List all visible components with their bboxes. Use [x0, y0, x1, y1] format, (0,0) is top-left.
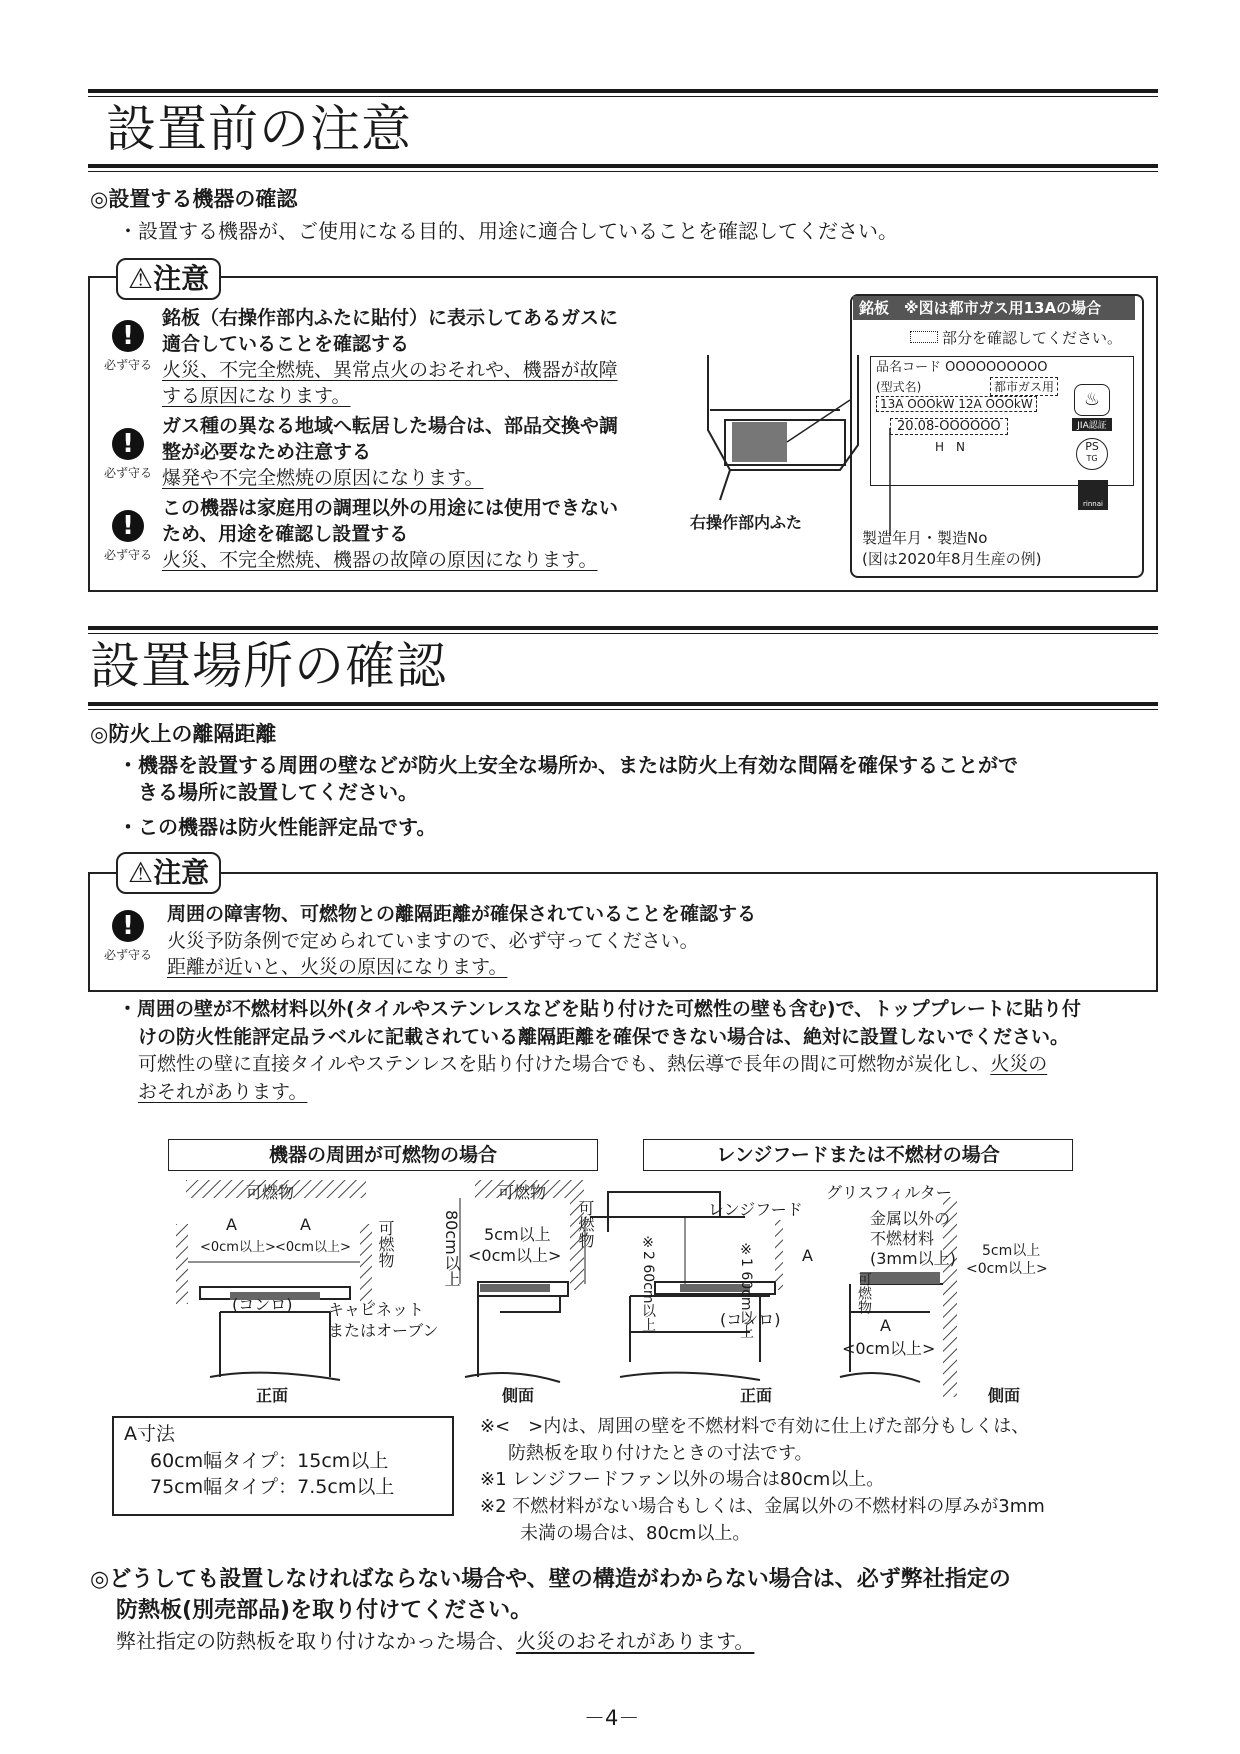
- top-rule-thin: [88, 96, 1158, 97]
- exclamation-icon: !: [112, 910, 144, 942]
- must-mark-4: [98, 910, 158, 963]
- left-a1: A: [226, 1215, 237, 1234]
- nonmetal-label-2: 不燃材料: [870, 1229, 935, 1248]
- must-mark-1: [98, 320, 158, 373]
- hood-a-label: A: [802, 1246, 813, 1265]
- left-side-label: 側面: [502, 1386, 535, 1405]
- left-a1-0cm: <0cm以上>: [200, 1240, 276, 1255]
- caution-label-text: 注意: [153, 262, 210, 295]
- must-mark-3: [98, 510, 158, 563]
- hood-konro-label: (コンロ): [720, 1310, 781, 1329]
- caution1-item3-sub: 火災、不完全燃焼、機器の故障の原因になります。: [162, 549, 598, 571]
- must-mark-2: [98, 428, 158, 481]
- appliance-caption: 右操作部内ふた: [690, 513, 803, 532]
- left-front-label: 正面: [256, 1386, 289, 1405]
- a-dimension-row1: 60cm幅タイプ：15cm以上: [150, 1450, 389, 1472]
- right-5cm: 5cm以上: [982, 1243, 1041, 1259]
- nameplate-check-note: 部分を確認してください。: [910, 327, 1122, 348]
- jia-mark: ♨ JIA認証: [1072, 384, 1112, 431]
- left-konro-label: (コンロ): [232, 1295, 293, 1314]
- left-diagram-title: 機器の周囲が可燃物の場合: [168, 1139, 598, 1171]
- section1-title: 設置前の注意: [106, 100, 412, 158]
- nameplate-model: (型式名): [876, 380, 922, 394]
- left-a2: A: [300, 1215, 311, 1234]
- ps-tg-mark: PS TG: [1076, 438, 1108, 470]
- section2-heading: ◎防火上の離隔距離: [90, 722, 277, 746]
- section2-underline-thick: [88, 702, 1158, 706]
- exclamation-icon: !: [112, 320, 144, 352]
- warning-triangle-icon: ⚠: [128, 262, 154, 295]
- must-label: 必ず守る: [103, 948, 152, 962]
- section2-bullet1: ・機器を設置する周囲の壁などが防火上安全な場所か、または防火上有効な間隔を確保することがで きる場所に設置してください。: [118, 753, 1018, 804]
- nameplate-mfg-note: (図は2020年8月生産の例): [862, 550, 1042, 568]
- page-number: －4－: [584, 1706, 640, 1730]
- warning-triangle-icon: ⚠: [128, 856, 154, 889]
- section2-title: 設置場所の確認: [90, 637, 447, 695]
- nameplate-area: [732, 422, 787, 462]
- a-dimension-row2: 75cm幅タイプ：7.5cm以上: [150, 1476, 395, 1498]
- nameplate-serial: 20.08-OOOOOO: [890, 418, 1008, 435]
- caution2-head: 周囲の障害物、可燃物との離隔距離が確保されていることを確認する: [167, 903, 757, 925]
- grease-filter-label: グリスフィルター: [826, 1183, 952, 1202]
- final-paragraph: ◎どうしても設置しなければならない場合や、壁の構造がわからない場合は、必ず弊社指定の 防熱板(別売部品)を取り付けてください。 弊社指定の防熱板を取り付けなかった場合、火災のおそれがあります。: [90, 1567, 1011, 1653]
- caution2-sub1: 火災予防条例で定められていますので、必ず守ってください。: [167, 930, 699, 952]
- exclamation-icon: !: [112, 510, 144, 542]
- left-combustible-vertical: 可燃物: [376, 1220, 395, 1268]
- section1-underline-thick: [88, 164, 1158, 168]
- range-hood-label: レンジフード: [708, 1200, 803, 1219]
- hood-combustible-vertical: 可燃物: [856, 1272, 872, 1314]
- section2-bullet2: ・この機器は防火性能評定品です。: [118, 815, 437, 839]
- clearance-diagrams: [160, 1172, 1090, 1412]
- side-5cm: 5cm以上: [484, 1225, 551, 1244]
- cabinet-label-1: キャビネット: [328, 1300, 425, 1319]
- left-a2-0cm: <0cm以上>: [275, 1240, 351, 1255]
- note1-dim: ※1 60cm以上: [738, 1242, 754, 1339]
- note2-dim: ※2 60cm以上: [640, 1235, 656, 1332]
- section2-underline-thin: [88, 709, 1158, 710]
- front-view-combustible: [176, 1180, 372, 1380]
- diagram-notes: ※< >内は、周囲の壁を不燃材料で有効に仕上げた部分もしくは、 防熱板を取り付けたときの寸法です。 ※1 レンジフードファン以外の場合は80cm以上。 ※2 不燃材料がない場合もしくは、金属以外の不燃材料の厚みが3mm 未満の場合は、80cm以上。: [480, 1416, 1045, 1544]
- left-combustible-top: 可燃物: [246, 1183, 295, 1202]
- caution-label-2: [116, 852, 221, 894]
- exclamation-icon: !: [112, 428, 144, 460]
- section1-bullet: ・設置する機器が、ご使用になる目的、用途に適合していることを確認してください。: [118, 219, 898, 243]
- nameplate-gas-type: 都市ガス用: [990, 377, 1058, 396]
- nameplate-header: 銘板 ※図は都市ガス用13Aの場合: [853, 296, 1135, 320]
- caution-label-text: 注意: [153, 856, 210, 889]
- caution1-item2-sub: 爆発や不完全燃焼の原因になります。: [162, 467, 484, 489]
- hood-a-bottom: A: [880, 1316, 891, 1335]
- nameplate-product-code: 品名コード OOOOOOOOOO: [876, 360, 1048, 375]
- right-0cm: <0cm以上>: [966, 1261, 1048, 1277]
- side-combustible-top: 可燃物: [498, 1183, 547, 1202]
- section1-heading: ◎設置する機器の確認: [90, 187, 298, 211]
- caution-label-1: [116, 258, 221, 300]
- section2-rule-thick: [88, 626, 1158, 630]
- side-0cm: <0cm以上>: [468, 1246, 562, 1265]
- flame-icon: ♨: [1074, 384, 1110, 416]
- nonmetal-label-3: (3mm以上): [870, 1249, 956, 1268]
- section2-rule-thin: [88, 633, 1158, 634]
- appliance-illustration: [690, 350, 860, 510]
- right-front-label: 正面: [740, 1386, 773, 1405]
- nameplate-leader-line: [880, 428, 900, 538]
- caution1-item1-head: 銘板（右操作部内ふたに貼付）に表示してあるガスに 適合していることを確認する: [162, 307, 619, 355]
- a-dimension-title: A寸法: [124, 1423, 175, 1445]
- side-80cm: 80cm以上: [442, 1210, 461, 1287]
- caution2-sub2: 距離が近いと、火災の原因になります。: [167, 956, 508, 978]
- side-combustible-vertical: 可燃物: [576, 1200, 595, 1248]
- caution1-item1-sub: 火災、不完全燃焼、異常点火のおそれや、機器が故障 する原因になります。: [162, 359, 618, 407]
- side-view-combustible: [460, 1180, 584, 1382]
- cabinet-label-2: またはオーブン: [328, 1321, 439, 1340]
- nameplate-hn: H N: [935, 440, 966, 454]
- must-label: 必ず守る: [103, 466, 152, 480]
- brand-logo: rinnai: [1078, 480, 1108, 510]
- nameplate-kw: 13A OOOkW 12A OOOkW: [876, 396, 1037, 412]
- right-diagram-title: レンジフードまたは不燃材の場合: [643, 1139, 1073, 1171]
- must-label: 必ず守る: [103, 358, 152, 372]
- caution1-item2-head: ガス種の異なる地域へ転居した場合は、部品交換や調 整が必要なため注意する: [162, 415, 619, 463]
- nameplate-mfg-label: 製造年月・製造No: [862, 529, 988, 547]
- right-side-label: 側面: [988, 1386, 1021, 1405]
- caution1-item3-head: この機器は家庭用の調理以外の用途には使用できない ため、用途を確認し設置する: [162, 497, 619, 545]
- dotted-box-icon: [910, 331, 938, 343]
- nonmetal-label-1: 金属以外の: [870, 1209, 951, 1228]
- warning-paragraph: ・周囲の壁が不燃材料以外(タイルやステンレスなどを貼り付けた可燃性の壁も含む)で、トッププレートに貼り付 けの防火性能評定品ラベルに記載されている離隔距離を確保できない場合は、絶対に設置しないでください。 可燃性の壁に直接タイルやステンレスを貼り付けた場合でも、熱伝導で長年の間に可燃物が炭化し、火災の おそれがあります。: [118, 998, 1081, 1103]
- must-label: 必ず守る: [103, 548, 152, 562]
- top-rule-thick: [88, 89, 1158, 93]
- section1-underline-thin: [88, 171, 1158, 172]
- hood-a-0cm: <0cm以上>: [842, 1339, 936, 1358]
